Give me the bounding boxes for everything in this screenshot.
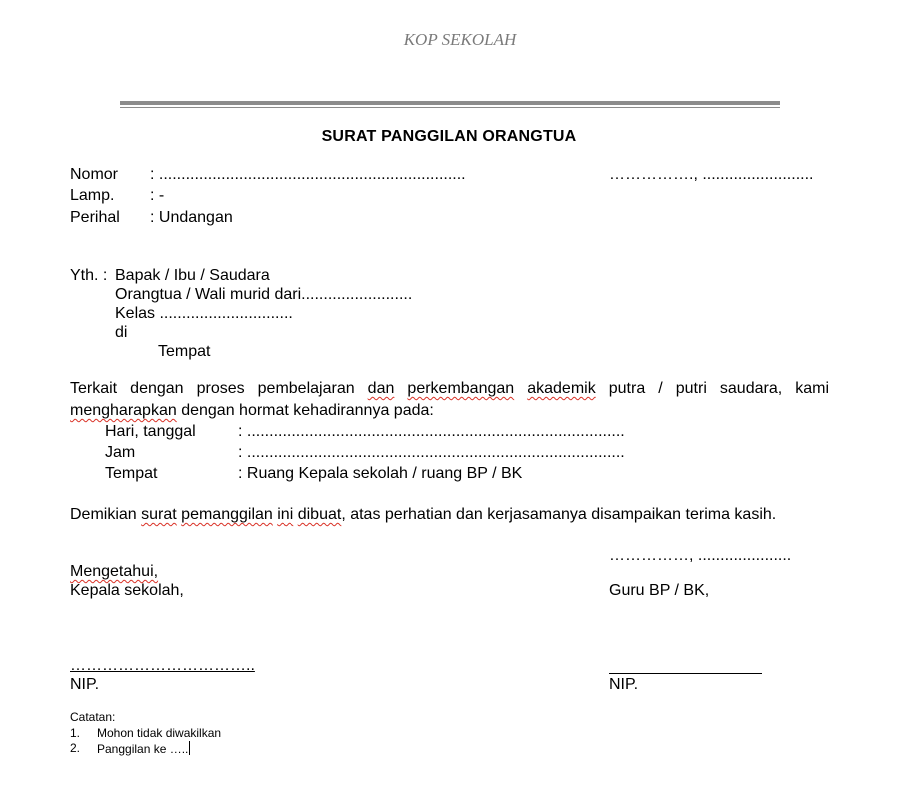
letterhead-rule-thick [120,101,780,105]
text-cursor [189,741,190,755]
notes-item-1-num: 1. [70,726,81,740]
body-part2: putra / putri saudara, kami [608,380,829,397]
body-word-akademik: akademik [527,380,596,397]
sign-role-principal: Kepala sekolah, [70,582,184,599]
schedule-label-time: Jam [105,444,136,461]
closing-word-ini: ini [277,506,294,523]
sign-role-counselor: Guru BP / BK, [609,582,710,599]
notes-item-1-text: Mohon tidak diwakilkan [97,726,222,740]
field-label-lamp: Lamp. [70,187,115,204]
recipient-prefix: Yth. : [70,267,108,284]
body-part1: Terkait dengan proses pembelajaran [70,380,355,397]
document-title: SURAT PANGGILAN ORANGTUA [321,128,577,145]
field-value-lamp: : - [150,187,165,204]
closing-part1: Demikian [70,506,137,523]
nip-principal: NIP. [70,676,100,693]
place-date-top: ……………., ......................... [609,166,814,183]
field-value-perihal: : Undangan [150,209,233,226]
notes-item-2-num: 2. [70,741,81,755]
recipient-line1: Bapak / Ibu / Saudara [115,267,270,284]
sign-line-counselor [609,673,762,674]
letterhead: KOP SEKOLAH [403,30,517,49]
schedule-value-time: : ..................................................................................... [238,444,625,461]
recipient-line5: Tempat [158,343,211,360]
notes-heading: Catatan: [70,710,116,724]
sign-line-principal: …………………………….. [70,657,255,674]
schedule-label-day: Hari, tanggal [105,423,196,440]
schedule-value-day: : ..................................................................................... [238,423,625,440]
body-word-perkembangan: perkembangan [407,380,515,397]
notes-item-2-text: Panggilan ke ….. [97,742,189,756]
place-date-bottom: ……………, ..................... [609,547,792,564]
field-label-perihal: Perihal [70,209,120,226]
field-value-nomor: : ..................................................................... [150,166,466,183]
body-word-mengharapkan: mengharapkan [70,402,177,419]
nip-counselor: NIP. [609,676,639,693]
letterhead-rule-thin [120,107,780,108]
recipient-line2: Orangtua / Wali murid dari......................... [115,286,413,303]
closing-word-dibuat: dibuat [297,506,342,523]
closing-word-pemanggilan: pemanggilan [181,506,273,523]
recipient-line3: Kelas .............................. [115,305,293,322]
body-paragraph [70,378,829,422]
body-part3: dengan hormat kehadirannya pada: [181,402,434,419]
sign-knowing: Mengetahui, [70,563,159,580]
body-word-dan: dan [367,380,395,397]
notes-item-2[interactable] [97,741,190,756]
closing-paragraph [70,506,776,524]
recipient-line4: di [115,324,128,341]
schedule-label-place: Tempat [105,465,158,482]
closing-word-surat: surat [141,506,177,523]
schedule-value-place: : Ruang Kepala sekolah / ruang BP / BK [238,465,523,482]
field-label-nomor: Nomor [70,166,119,183]
closing-part2: , atas perhatian dan kerjasamanya disampaikan terima kasih. [341,506,777,523]
